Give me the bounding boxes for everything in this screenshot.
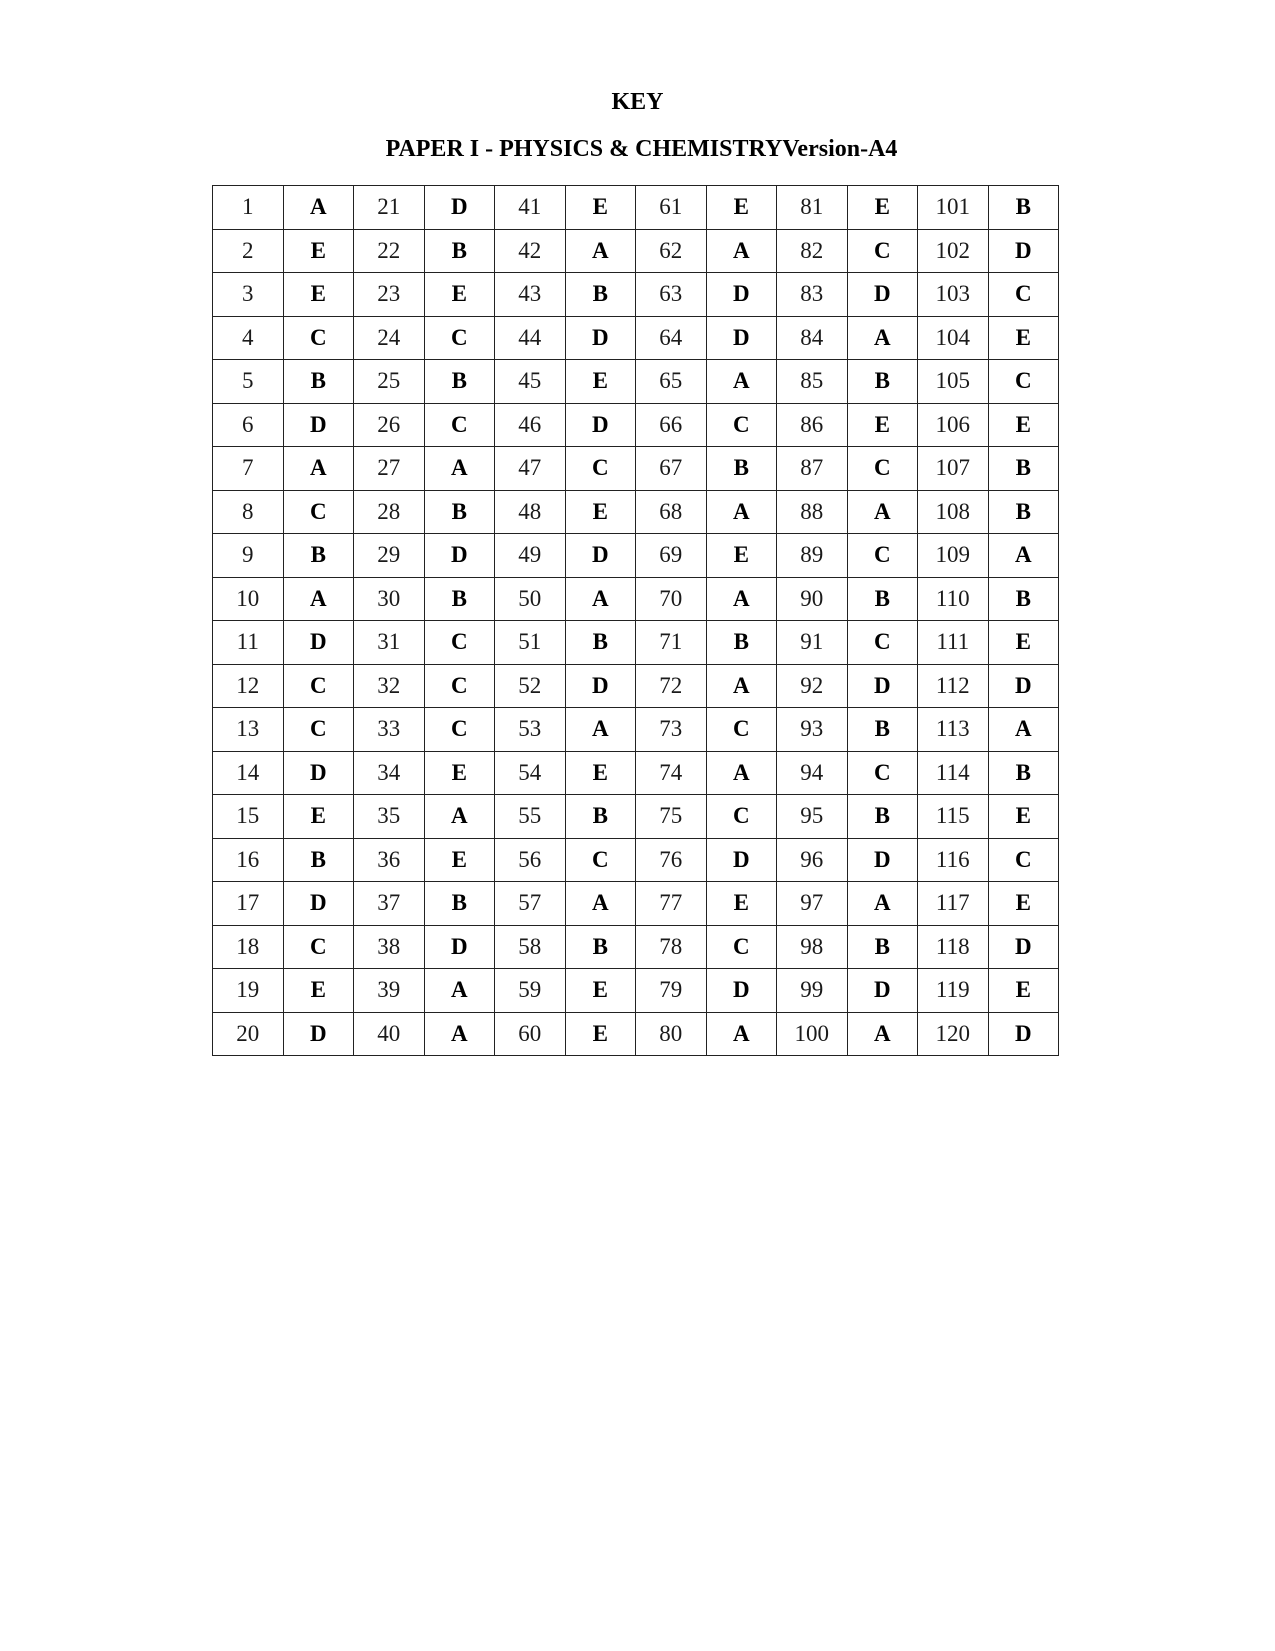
table-row	[213, 186, 1059, 230]
answer-cell: A	[847, 490, 918, 534]
answer-cell: E	[847, 186, 918, 230]
answer-cell: C	[988, 273, 1059, 317]
answer-cell: D	[424, 925, 495, 969]
question-number-cell: 90	[777, 577, 848, 621]
table-row	[213, 577, 1059, 621]
answer-cell: B	[988, 577, 1059, 621]
question-number-cell: 94	[777, 751, 848, 795]
answer-cell: E	[283, 229, 354, 273]
answer-cell: B	[988, 751, 1059, 795]
table-row	[213, 403, 1059, 447]
question-number-cell: 69	[636, 534, 707, 578]
answer-cell: A	[988, 534, 1059, 578]
answer-cell: D	[706, 969, 777, 1013]
question-number-cell: 119	[918, 969, 989, 1013]
answer-cell: D	[988, 925, 1059, 969]
answer-cell: A	[706, 1012, 777, 1056]
answer-cell: A	[706, 360, 777, 404]
answer-cell: E	[283, 273, 354, 317]
answer-cell: D	[565, 316, 636, 360]
question-number-cell: 91	[777, 621, 848, 665]
question-number-cell: 103	[918, 273, 989, 317]
answer-cell: C	[706, 925, 777, 969]
question-number-cell: 6	[213, 403, 284, 447]
answer-cell: C	[706, 795, 777, 839]
answer-cell: E	[988, 795, 1059, 839]
question-number-cell: 45	[495, 360, 566, 404]
answer-cell: C	[283, 664, 354, 708]
question-number-cell: 104	[918, 316, 989, 360]
question-number-cell: 74	[636, 751, 707, 795]
question-number-cell: 8	[213, 490, 284, 534]
question-number-cell: 76	[636, 838, 707, 882]
question-number-cell: 70	[636, 577, 707, 621]
answer-cell: C	[847, 621, 918, 665]
question-number-cell: 17	[213, 882, 284, 926]
answer-cell: C	[565, 838, 636, 882]
question-number-cell: 108	[918, 490, 989, 534]
table-row	[213, 273, 1059, 317]
answer-cell: A	[706, 577, 777, 621]
table-row	[213, 882, 1059, 926]
question-number-cell: 7	[213, 447, 284, 491]
question-number-cell: 47	[495, 447, 566, 491]
question-number-cell: 54	[495, 751, 566, 795]
answer-cell: E	[706, 186, 777, 230]
question-number-cell: 19	[213, 969, 284, 1013]
table-row	[213, 316, 1059, 360]
question-number-cell: 60	[495, 1012, 566, 1056]
answer-cell: D	[847, 838, 918, 882]
question-number-cell: 84	[777, 316, 848, 360]
question-number-cell: 10	[213, 577, 284, 621]
table-row	[213, 751, 1059, 795]
question-number-cell: 26	[354, 403, 425, 447]
answer-cell: B	[988, 447, 1059, 491]
table-row	[213, 838, 1059, 882]
question-number-cell: 42	[495, 229, 566, 273]
question-number-cell: 24	[354, 316, 425, 360]
question-number-cell: 39	[354, 969, 425, 1013]
answer-cell: C	[565, 447, 636, 491]
answer-cell: E	[565, 1012, 636, 1056]
question-number-cell: 112	[918, 664, 989, 708]
answer-cell: C	[424, 621, 495, 665]
question-number-cell: 101	[918, 186, 989, 230]
table-row	[213, 708, 1059, 752]
question-number-cell: 111	[918, 621, 989, 665]
answer-cell: A	[706, 229, 777, 273]
table-row	[213, 229, 1059, 273]
question-number-cell: 1	[213, 186, 284, 230]
question-number-cell: 68	[636, 490, 707, 534]
answer-cell: D	[283, 403, 354, 447]
question-number-cell: 63	[636, 273, 707, 317]
question-number-cell: 73	[636, 708, 707, 752]
answer-cell: A	[424, 1012, 495, 1056]
question-number-cell: 22	[354, 229, 425, 273]
answer-cell: E	[988, 316, 1059, 360]
answer-cell: D	[565, 664, 636, 708]
question-number-cell: 36	[354, 838, 425, 882]
answer-cell: B	[283, 360, 354, 404]
question-number-cell: 65	[636, 360, 707, 404]
question-number-cell: 72	[636, 664, 707, 708]
question-number-cell: 77	[636, 882, 707, 926]
question-number-cell: 49	[495, 534, 566, 578]
answer-cell: A	[847, 1012, 918, 1056]
question-number-cell: 64	[636, 316, 707, 360]
answer-cell: E	[283, 795, 354, 839]
answer-cell: A	[283, 186, 354, 230]
question-number-cell: 59	[495, 969, 566, 1013]
answer-cell: E	[565, 490, 636, 534]
answer-cell: A	[847, 316, 918, 360]
answer-cell: D	[847, 969, 918, 1013]
answer-cell: E	[847, 403, 918, 447]
question-number-cell: 55	[495, 795, 566, 839]
answer-cell: A	[424, 447, 495, 491]
question-number-cell: 2	[213, 229, 284, 273]
answer-cell: B	[565, 795, 636, 839]
answer-cell: E	[988, 403, 1059, 447]
answer-cell: A	[706, 751, 777, 795]
answer-cell: A	[847, 882, 918, 926]
answer-cell: C	[283, 925, 354, 969]
answer-cell: A	[424, 969, 495, 1013]
answer-cell: C	[424, 708, 495, 752]
answer-cell: D	[565, 534, 636, 578]
question-number-cell: 81	[777, 186, 848, 230]
question-number-cell: 57	[495, 882, 566, 926]
answer-cell: C	[988, 838, 1059, 882]
answer-cell: D	[706, 316, 777, 360]
page-title: KEY	[611, 89, 664, 115]
question-number-cell: 31	[354, 621, 425, 665]
answer-cell: A	[988, 708, 1059, 752]
table-row	[213, 1012, 1059, 1056]
question-number-cell: 118	[918, 925, 989, 969]
answer-cell: B	[706, 621, 777, 665]
table-row	[213, 490, 1059, 534]
question-number-cell: 78	[636, 925, 707, 969]
answer-cell: B	[424, 577, 495, 621]
answer-cell: D	[706, 838, 777, 882]
answer-cell: B	[424, 490, 495, 534]
question-number-cell: 30	[354, 577, 425, 621]
question-number-cell: 56	[495, 838, 566, 882]
question-number-cell: 21	[354, 186, 425, 230]
answer-cell: D	[283, 621, 354, 665]
answer-cell: E	[988, 969, 1059, 1013]
question-number-cell: 96	[777, 838, 848, 882]
answer-cell: A	[283, 577, 354, 621]
question-number-cell: 87	[777, 447, 848, 491]
question-number-cell: 13	[213, 708, 284, 752]
answer-cell: C	[424, 664, 495, 708]
question-number-cell: 51	[495, 621, 566, 665]
question-number-cell: 116	[918, 838, 989, 882]
answer-cell: B	[847, 795, 918, 839]
answer-cell: C	[706, 708, 777, 752]
answer-cell: C	[283, 490, 354, 534]
answer-cell: B	[424, 882, 495, 926]
question-number-cell: 107	[918, 447, 989, 491]
question-number-cell: 82	[777, 229, 848, 273]
answer-cell: A	[565, 229, 636, 273]
question-number-cell: 46	[495, 403, 566, 447]
answer-cell: B	[283, 534, 354, 578]
question-number-cell: 16	[213, 838, 284, 882]
answer-cell: D	[283, 751, 354, 795]
answer-cell: C	[847, 229, 918, 273]
answer-cell: D	[988, 664, 1059, 708]
question-number-cell: 43	[495, 273, 566, 317]
paper-subtitle: PAPER I - PHYSICS & CHEMISTRYVersion-A4	[385, 136, 898, 162]
answer-cell: D	[847, 664, 918, 708]
answer-cell: B	[565, 273, 636, 317]
answer-cell: D	[424, 534, 495, 578]
question-number-cell: 117	[918, 882, 989, 926]
question-number-cell: 105	[918, 360, 989, 404]
answer-cell: C	[283, 708, 354, 752]
answer-cell: D	[847, 273, 918, 317]
question-number-cell: 85	[777, 360, 848, 404]
question-number-cell: 37	[354, 882, 425, 926]
question-number-cell: 44	[495, 316, 566, 360]
answer-cell: B	[988, 490, 1059, 534]
answer-cell: A	[565, 577, 636, 621]
answer-cell: A	[283, 447, 354, 491]
table-row	[213, 969, 1059, 1013]
question-number-cell: 27	[354, 447, 425, 491]
answer-cell: E	[565, 186, 636, 230]
question-number-cell: 23	[354, 273, 425, 317]
answer-cell: B	[847, 925, 918, 969]
answer-cell: D	[988, 229, 1059, 273]
table-row	[213, 621, 1059, 665]
answer-cell: A	[424, 795, 495, 839]
answer-cell: E	[706, 534, 777, 578]
answer-cell: C	[847, 534, 918, 578]
answer-cell: E	[988, 882, 1059, 926]
question-number-cell: 83	[777, 273, 848, 317]
question-number-cell: 93	[777, 708, 848, 752]
question-number-cell: 53	[495, 708, 566, 752]
question-number-cell: 4	[213, 316, 284, 360]
answer-cell: A	[706, 490, 777, 534]
answer-cell: B	[424, 360, 495, 404]
answer-cell: E	[706, 882, 777, 926]
answer-cell: B	[847, 708, 918, 752]
question-number-cell: 80	[636, 1012, 707, 1056]
question-number-cell: 11	[213, 621, 284, 665]
answer-cell: C	[847, 751, 918, 795]
question-number-cell: 86	[777, 403, 848, 447]
answer-cell: E	[988, 621, 1059, 665]
question-number-cell: 113	[918, 708, 989, 752]
answer-cell: E	[565, 969, 636, 1013]
answer-cell: C	[847, 447, 918, 491]
answer-cell: B	[847, 577, 918, 621]
question-number-cell: 61	[636, 186, 707, 230]
question-number-cell: 20	[213, 1012, 284, 1056]
question-number-cell: 40	[354, 1012, 425, 1056]
question-number-cell: 79	[636, 969, 707, 1013]
question-number-cell: 98	[777, 925, 848, 969]
question-number-cell: 102	[918, 229, 989, 273]
answer-cell: C	[988, 360, 1059, 404]
answer-cell: D	[283, 882, 354, 926]
question-number-cell: 67	[636, 447, 707, 491]
answer-cell: A	[565, 708, 636, 752]
table-row	[213, 925, 1059, 969]
question-number-cell: 95	[777, 795, 848, 839]
answer-cell: E	[565, 360, 636, 404]
question-number-cell: 100	[777, 1012, 848, 1056]
question-number-cell: 3	[213, 273, 284, 317]
answer-cell: B	[706, 447, 777, 491]
question-number-cell: 5	[213, 360, 284, 404]
table-row	[213, 360, 1059, 404]
question-number-cell: 9	[213, 534, 284, 578]
question-number-cell: 32	[354, 664, 425, 708]
answer-cell: D	[988, 1012, 1059, 1056]
table-row	[213, 664, 1059, 708]
question-number-cell: 50	[495, 577, 566, 621]
answer-cell: B	[847, 360, 918, 404]
question-number-cell: 120	[918, 1012, 989, 1056]
question-number-cell: 29	[354, 534, 425, 578]
question-number-cell: 89	[777, 534, 848, 578]
question-number-cell: 92	[777, 664, 848, 708]
question-number-cell: 41	[495, 186, 566, 230]
question-number-cell: 12	[213, 664, 284, 708]
question-number-cell: 18	[213, 925, 284, 969]
question-number-cell: 115	[918, 795, 989, 839]
question-number-cell: 15	[213, 795, 284, 839]
table-row	[213, 534, 1059, 578]
answer-cell: C	[283, 316, 354, 360]
answer-key-table	[212, 185, 1059, 1056]
question-number-cell: 110	[918, 577, 989, 621]
question-number-cell: 66	[636, 403, 707, 447]
question-number-cell: 62	[636, 229, 707, 273]
question-number-cell: 28	[354, 490, 425, 534]
question-number-cell: 88	[777, 490, 848, 534]
question-number-cell: 34	[354, 751, 425, 795]
question-number-cell: 48	[495, 490, 566, 534]
answer-cell: B	[424, 229, 495, 273]
question-number-cell: 71	[636, 621, 707, 665]
answer-cell: D	[283, 1012, 354, 1056]
answer-cell: E	[424, 838, 495, 882]
answer-cell: B	[565, 925, 636, 969]
question-number-cell: 106	[918, 403, 989, 447]
answer-cell: A	[565, 882, 636, 926]
answer-cell: B	[988, 186, 1059, 230]
table-row	[213, 447, 1059, 491]
table-row	[213, 795, 1059, 839]
answer-key-body	[213, 186, 1059, 1056]
question-number-cell: 114	[918, 751, 989, 795]
question-number-cell: 75	[636, 795, 707, 839]
question-number-cell: 58	[495, 925, 566, 969]
answer-cell: A	[706, 664, 777, 708]
answer-cell: B	[565, 621, 636, 665]
answer-cell: E	[565, 751, 636, 795]
question-number-cell: 14	[213, 751, 284, 795]
answer-cell: B	[283, 838, 354, 882]
question-number-cell: 25	[354, 360, 425, 404]
answer-cell: D	[706, 273, 777, 317]
answer-cell: C	[424, 403, 495, 447]
question-number-cell: 38	[354, 925, 425, 969]
question-number-cell: 52	[495, 664, 566, 708]
question-number-cell: 109	[918, 534, 989, 578]
answer-cell: E	[424, 273, 495, 317]
question-number-cell: 35	[354, 795, 425, 839]
answer-cell: D	[424, 186, 495, 230]
answer-cell: D	[565, 403, 636, 447]
answer-cell: E	[424, 751, 495, 795]
answer-cell: C	[424, 316, 495, 360]
answer-cell: C	[706, 403, 777, 447]
answer-cell: E	[283, 969, 354, 1013]
question-number-cell: 33	[354, 708, 425, 752]
question-number-cell: 99	[777, 969, 848, 1013]
question-number-cell: 97	[777, 882, 848, 926]
